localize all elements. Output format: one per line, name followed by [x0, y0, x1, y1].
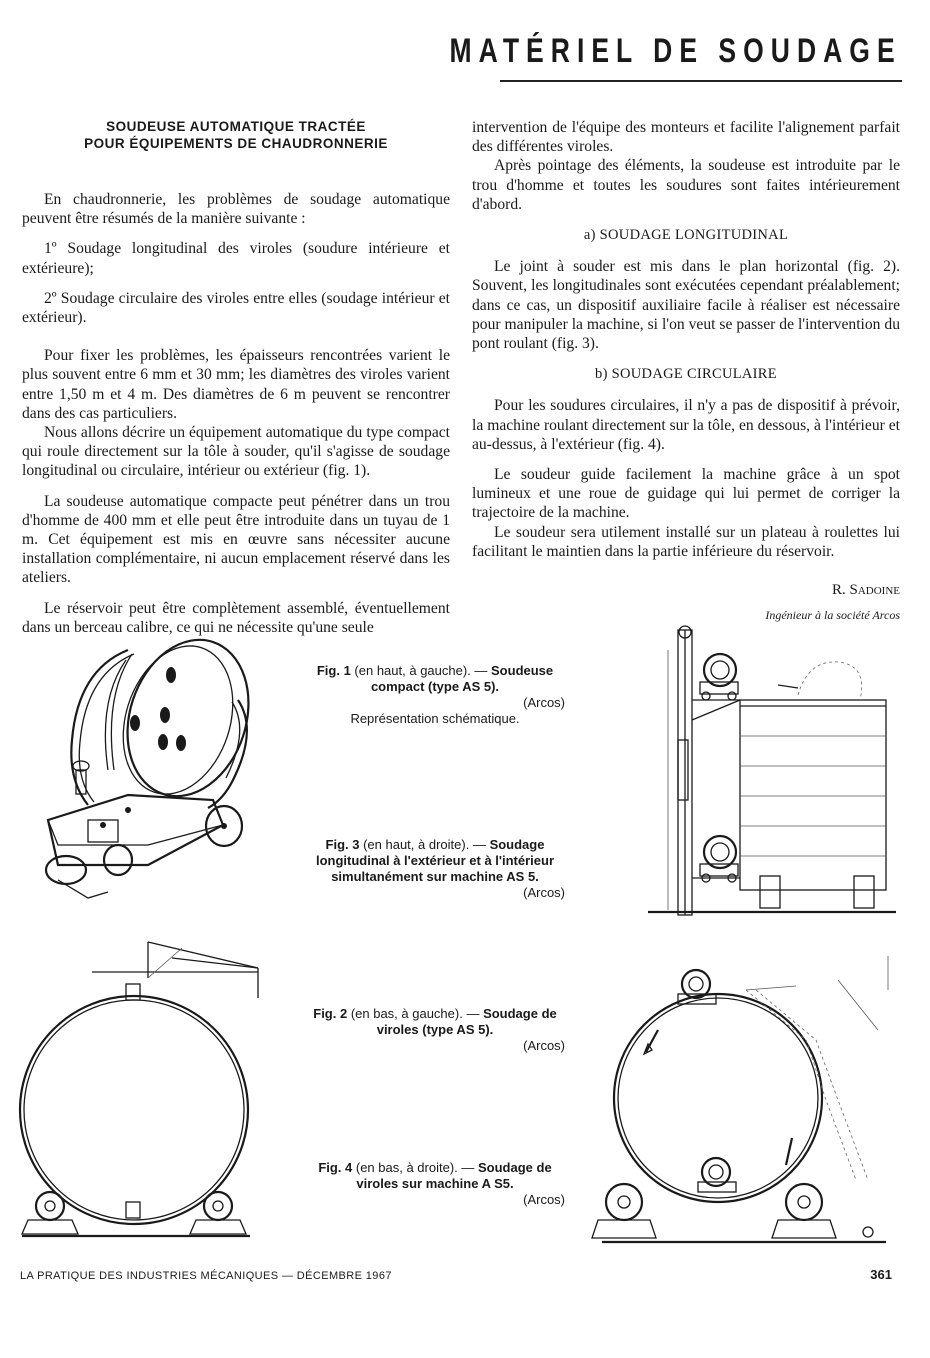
fig1-position: (en haut, à gauche). — [350, 663, 492, 678]
fig3-title: Soudage longitudinal à l'extérieur et à l'intérieur simultanément sur machine AS 5. [315, 837, 555, 884]
paragraph: Le soudeur guide facilement la machine grâce à un spot lumineux et une roue de guidage qui lui permet de corriger la trajectoire de la machine. [472, 466, 900, 522]
author-affiliation: Ingénieur à la société Arcos [765, 608, 900, 623]
article-title-line1: SOUDEUSE AUTOMATIQUE TRACTÉE [106, 119, 366, 134]
fig3-source: (Arcos) [523, 885, 565, 900]
paragraph: Pour les soudures circulaires, il n'y a pas de dispositif à prévoir, la machine roulant directement sur la tôle, en dessous, à l'intérieur et au-dessus, à l'extérieur (fig. 4). [472, 397, 900, 453]
fig4-circular-welding-illustration [596, 950, 896, 1250]
left-column [22, 118, 450, 637]
paragraph: Le soudeur sera utilement installé sur un plateau à roulettes lui facilitant le maintien dans la partie inférieure du réservoir. [472, 523, 900, 560]
fig2-position: (en bas, à gauche). — [347, 1006, 484, 1021]
fig4-source: (Arcos) [523, 1192, 565, 1207]
fig4-caption-text [305, 1160, 565, 1192]
fig4-label: Fig. 4 [318, 1160, 353, 1175]
fig1-source: (Arcos) [523, 695, 565, 710]
fig1-note: Représentation schématique. [350, 711, 520, 726]
fig3-position: (en haut, à droite). — [359, 837, 490, 852]
fig1-welder-illustration [28, 630, 288, 915]
fig2-source: (Arcos) [523, 1038, 565, 1053]
subheading-b: b) SOUDAGE CIRCULAIRE [595, 366, 777, 383]
paragraph: Nous allons décrire un équipement automatique du type compact qui roule directement sur la tôle à souder, qu'il s'agisse de soudage longitudinal ou circulaire, intérieur ou extérieur (fig. 1). [22, 424, 450, 480]
fig3-caption-text [305, 837, 565, 885]
fig1-label: Fig. 1 [316, 663, 351, 678]
fig3-longitudinal-welding-illustration [648, 620, 898, 920]
paragraph: 1º Soudage longitudinal des viroles (soudure intérieure et extérieure); [22, 240, 450, 277]
fig4-caption [305, 1160, 565, 1208]
paragraph: Le joint à souder est mis dans le plan horizontal (fig. 2). Souvent, les longitudinales sont exécutées cependant préalablement; dans ce cas, un dispositif auxiliaire facile à réaliser est nécessaire pour manipuler la machine, si l'on veut se passer de l'intervention du pont roulant (fig. 3). [472, 258, 900, 353]
paragraph: La soudeuse automatique compacte peut pénétrer dans un trou d'homme de 400 mm et elle peut être introduite dans un tuyau de 1 m. Cet équipement est mis en œuvre sans nécessiter aucune installation complémentaire, ni aucun emplacement réservé dans les ateliers. [22, 492, 450, 587]
paragraph: En chaudronnerie, les problèmes de soudage automatique peuvent être résumés de la manière suivante : [22, 191, 450, 228]
author: R. Sadoine [831, 582, 900, 599]
paragraph: Après pointage des éléments, la soudeuse est introduite par le trou d'homme et toutes les soudures sont faites intérieurement d'abord. [472, 157, 900, 213]
fig4-position: (en bas, à droite). — [352, 1160, 478, 1175]
paragraph: 2º Soudage circulaire des viroles entre elles (soudage intérieur et extérieur). [22, 289, 450, 327]
section-title: MATÉRIEL DE SOUDAGE [449, 32, 902, 70]
article-title [22, 118, 450, 152]
paragraph: Le réservoir peut être complètement assemblé, éventuellement dans un berceau calibre, ce qui ne nécessite qu'une seule [22, 599, 450, 636]
fig2-title: Soudage de viroles (type AS 5). [376, 1006, 557, 1037]
fig3-label: Fig. 3 [325, 837, 360, 852]
fig2-shell-welding-illustration [22, 938, 282, 1248]
fig3-caption [305, 837, 565, 901]
footer-journal: LA PRATIQUE DES INDUSTRIES MÉCANIQUES — DÉCEMBRE 1967 [20, 1270, 392, 1282]
article-title-line2: POUR ÉQUIPEMENTS DE CHAUDRONNERIE [84, 136, 388, 151]
fig1-caption [305, 663, 565, 727]
fig4-title: Soudage de viroles sur machine A S5. [356, 1160, 552, 1191]
header-rule [500, 80, 902, 82]
paragraph: intervention de l'équipe des monteurs et facilite l'alignement parfait des différentes viroles. [472, 119, 900, 156]
subheading-a: a) SOUDAGE LONGITUDINAL [583, 227, 789, 244]
right-column [472, 118, 900, 625]
fig2-label: Fig. 2 [313, 1006, 348, 1021]
fig2-caption [305, 1006, 565, 1054]
fig1-caption-text [305, 663, 565, 695]
page-number: 361 [870, 1267, 892, 1282]
fig2-caption-text [305, 1006, 565, 1038]
fig1-title: Soudeuse compact (type AS 5). [370, 663, 554, 694]
paragraph: Pour fixer les problèmes, les épaisseurs rencontrées varient le plus souvent entre 6 mm et 30 mm; les diamètres des viroles varient entre 1,50 m et 4 m. Des diamètres de 6 m peuvent se rencontrer dans des cas particuliers. [22, 347, 450, 422]
